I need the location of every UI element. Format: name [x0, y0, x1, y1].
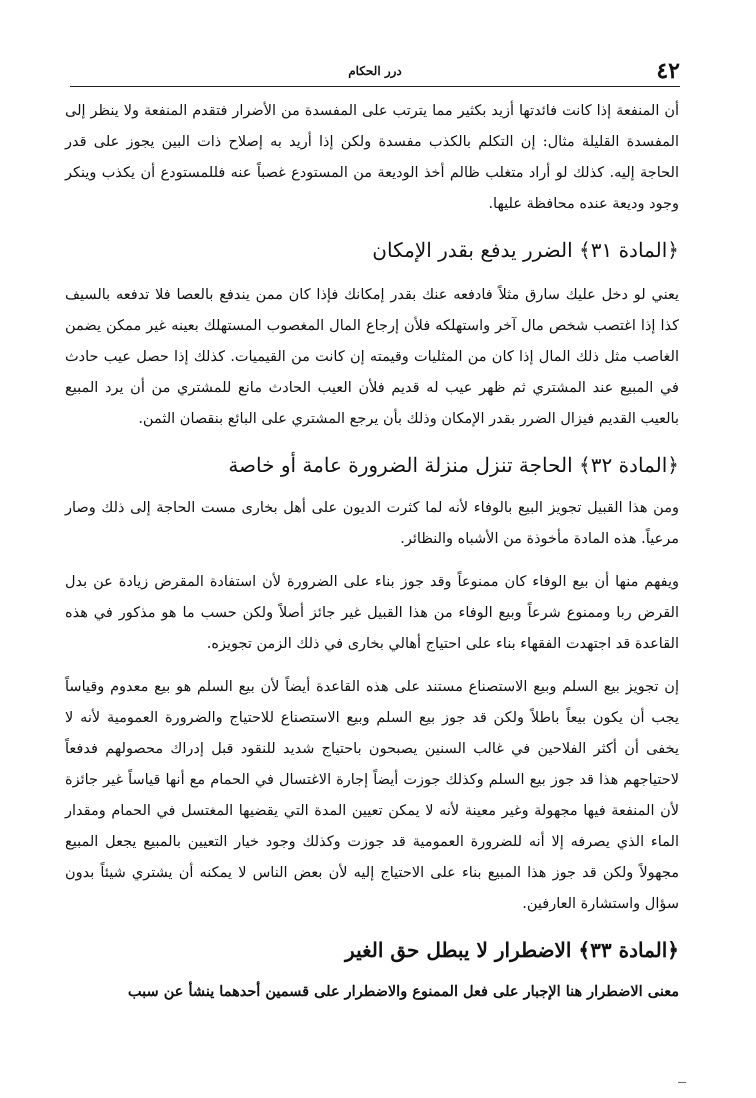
paragraph: ويفهم منها أن بيع الوفاء كان ممنوعاً وقد جوز بناء على الضرورة لأن استفادة المقرض زيادة عن بدل القرض ربا وممنوع شرعاً وبيع الوفاء من هذا القبيل غير جائز أصلاً ولكن حسب ما هو مذكور في هذه القاعدة قد اجتهدت الفقهاء بناء على احتياج أهالي بخارى في ذلك الزمن تجويزه. — [65, 574, 679, 652]
paragraph: معنى الاضطرار هنا الإجبار على فعل الممنوع والاضطرار على قسمين أحدهما ينشأ عن سبب — [127, 983, 679, 1000]
article-33-heading: ﴿المادة ٣٣﴾ الاضطرار لا يبطل حق الغير — [345, 938, 679, 962]
page-header — [70, 58, 680, 87]
paragraph: يعني لو دخل عليك سارق مثلاً فادفعه عنك بقدر إمكانك فإذا كان ممن يندفع بالعصا فلا تدفعه بالسيف كذا إذا اغتصب شخص مال آخر واستهلكه فلأن إرجاع المال المغصوب المستهلك بعينه غير ممكن يضمن الغاصب مثل ذلك المال إذا كان من المثليات وقيمته إن كانت من القيميات. كذلك إذا حصل عيب حادث في المبيع عند المشتري ثم ظهر عيب له قديم فلأن العيب الحادث مانع للمشتري من أن يرد المبيع بالعيب القديم فيزال الضرر بقدر الإمكان وذلك بأن يرجع المشتري على البائع بنقصان الثمن. — [65, 287, 679, 427]
page-body — [65, 96, 679, 1007]
article-32-heading: ﴿المادة ٣٢﴾ الحاجة تنزل منزلة الضرورة عامة أو خاصة — [228, 453, 679, 477]
paragraph: أن المنفعة إذا كانت فائدتها أزيد بكثير مما يترتب على المفسدة من الأضرار فتقدم المنفعة ولا ينظر إلى المفسدة القليلة مثال: إن التكلم بالكذب مفسدة ولكن إذا أريد به إصلاح ذات البين يجوز على قدر الحاجة إليه. كذلك لو أراد متغلب ظالم أخذ الوديعة من المستودع غصباً عنه فللمستودع أن يكذب وينكر وجود وديعة عنده محافظة عليها. — [65, 103, 679, 212]
paragraph: ومن هذا القبيل تجويز البيع بالوفاء لأنه لما كثرت الديون على أهل بخارى مست الحاجة إلى ذلك وصار مرعياً. هذه المادة مأخوذة من الأشباه والنظائر. — [65, 500, 679, 547]
article-31-heading: ﴿المادة ٣١﴾ الضرر يدفع بقدر الإمكان — [372, 238, 679, 262]
page-number: ٤٢ — [656, 58, 680, 84]
margin-mark — [678, 1082, 686, 1083]
paragraph: إن تجويز بيع السلم وبيع الاستصناع مستند على هذه القاعدة أيضاً لأن بيع السلم هو بيع معدوم وقياساً يجب أن يكون بيعاً باطلاً ولكن قد جوز بيع السلم وبيع الاستصناع للاحتياج والضرورة العمومية لأنه لا يخفى أن أكثر الفلاحين في غالب السنين يصبحون باحتياج شديد للنقود قبل إدراك محصولهم فدفعاً لاحتياجهم هذا قد جوز بيع السلم وكذلك جوزت أيضاً إجارة الاغتسال في الحمام مع أنها قياساً غير جائزة لأن المنفعة فيها مجهولة وغير معينة لأنه لا يمكن تعيين المدة التي يقضيها المغتسل في الحمام ومقدار الماء الذي يصرفه إلا أنه للضرورة العمومية قد جوزت وكذلك وجود خيار التعيين بالمبيع يجعل المبيع مجهولاً ولكن قد جوز هذا المبيع بناء على الاحتياج إليه لأن بعض الناس لا يمكنه أن يشتري شيئاً بدون سؤال واستشارة العارفين. — [65, 679, 679, 912]
running-title: درر الحكام — [348, 64, 402, 78]
